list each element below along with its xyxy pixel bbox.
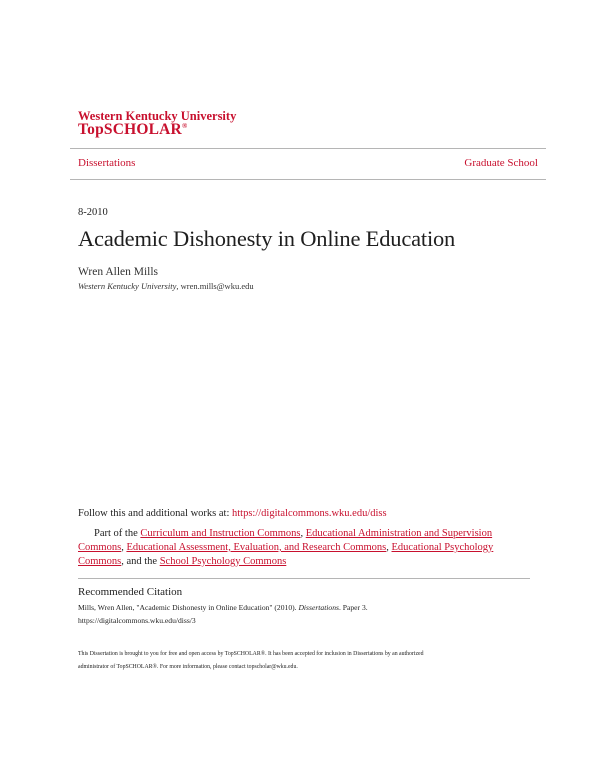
citation-url: https://digitalcommons.wku.edu/diss/3 <box>78 615 196 625</box>
separator: , <box>121 541 127 553</box>
part-of-prefix: Part of the <box>94 528 141 539</box>
separator: , and the <box>121 555 160 567</box>
separator: , <box>386 541 392 553</box>
header-divider-top <box>70 148 546 149</box>
school-psychology-commons-link[interactable]: School Psychology Commons <box>159 555 287 567</box>
author-email: , wren.mills@wku.edu <box>176 281 254 291</box>
repository-logo-text <box>78 121 187 139</box>
citation-prefix: Mills, Wren Allen, "Academic Dishonesty in Online Education" (2010). <box>78 603 299 612</box>
notice-line-1: This Dissertation is brought to you for free and open access by TopSCHOLAR®. It has been accepted for inclusion in Dissertations by an authorized <box>78 651 424 657</box>
recommended-citation-heading: Recommended Citation <box>78 586 183 598</box>
header-divider-bottom <box>70 179 546 180</box>
follow-line <box>78 508 387 519</box>
citation-series: Dissertations <box>298 603 339 612</box>
registered-mark: ® <box>181 121 188 130</box>
citation-text <box>78 602 528 627</box>
educational-administration-commons-link[interactable]: Educational Administration and Supervision Commons <box>78 528 493 553</box>
part-of-commons <box>78 527 528 568</box>
institution-name: Western Kentucky University <box>78 109 237 123</box>
separator: , <box>300 528 306 539</box>
citation-divider <box>78 578 530 579</box>
educational-assessment-commons-link[interactable]: Educational Assessment, Evaluation, and Research Commons <box>126 541 387 553</box>
author-name: Wren Allen Mills <box>78 266 159 278</box>
affiliation-institution: Western Kentucky University <box>78 281 177 291</box>
access-notice <box>78 648 528 673</box>
follow-prefix: Follow this and additional works at: <box>78 508 232 519</box>
dissertations-link[interactable]: Dissertations <box>78 157 136 169</box>
publication-date: 8-2010 <box>78 207 108 218</box>
author-affiliation <box>78 281 254 291</box>
document-title: Academic Dishonesty in Online Education <box>78 226 456 251</box>
citation-suffix: . Paper 3. <box>338 603 368 612</box>
graduate-school-link[interactable]: Graduate School <box>464 157 538 169</box>
educational-psychology-commons-link[interactable]: Educational Psychology Commons <box>78 541 494 567</box>
curriculum-instruction-commons-link[interactable]: Curriculum and Instruction Commons <box>140 528 301 539</box>
notice-line-2: administrator of TopSCHOLAR®. For more information, please contact topscholar@wku.edu. <box>78 663 298 670</box>
repository-name: TopSCHOLAR <box>78 121 182 138</box>
collection-url-link[interactable]: https://digitalcommons.wku.edu/diss <box>232 508 387 519</box>
